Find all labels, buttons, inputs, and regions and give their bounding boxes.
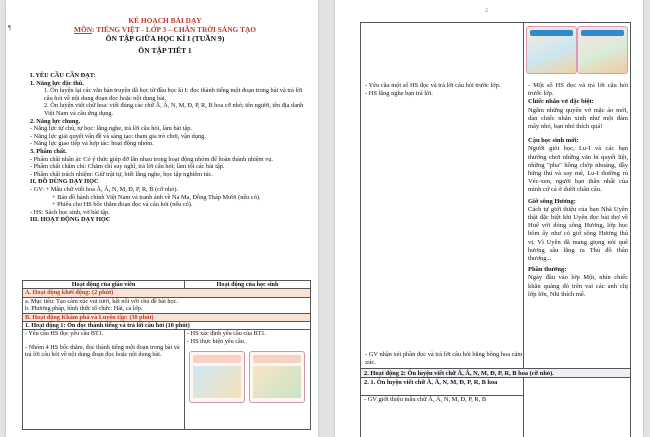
story-summary: Ngày đầu vào lớp Một, nhìn chiếc khăn quàng đỏ trên vai các anh chị lớp lớn, Nhi thích mê. (528, 274, 628, 298)
story-card-image (577, 26, 628, 74)
teacher-feedback: - GV nhận xét phần đọc và trả lời câu hỏi bằng bông hoa cảm xúc. (365, 351, 523, 366)
paragraph: b. Phương pháp, hình thức tổ chức: Hát, cả lớp. (25, 305, 143, 313)
review-heading: ÔN TẬP GIỮA HỌC KÌ I (TUẦN 9) (105, 34, 225, 43)
paragraph: - Năng lực giao tiếp và hợp tác: hoạt động nhóm. (30, 140, 154, 148)
paragraph: 1. Ôn luyện lại các văn bản truyện đã học từ đầu học kì I: đọc thành tiếng một đoạn trong bài và trả lời câu hỏi về nội dung đoạn đọc hoặc nội dung bài. (44, 87, 303, 102)
lesson-heading: ÔN TẬP TIẾT 1 (138, 45, 192, 55)
subsection-1-3: 3. Phẩm chất. (30, 147, 67, 155)
section-1-heading: I. YÊU CẦU CẦN ĐẠT: (30, 72, 96, 79)
activity-2-heading: 2. Hoạt động 2: Ôn luyện viết chữ Ă, Â, N, M, Đ, P, R, B hoa (cỡ nhỏ). (361, 369, 630, 378)
story-summary: Cách tự giới thiệu của bạn Nhã Uyên thật đặc biệt khi Uyên đọc bài thơ về Huế với dòng sông Hương, lớp học hôm ấy như có giờ sông Hương thú vị. Vì Uyên đã mang giọng nói quê hương sâu lắng ra Thủ đô thân thương... (528, 205, 628, 263)
paragraph: + Bản đồ hành chính Việt Nam và tranh ảnh về Na Ma, Đồng Tháp Mười (nếu có). (52, 193, 261, 201)
page-number: 2 (485, 8, 488, 14)
page1-header (24, 16, 306, 55)
teacher-step: - Yêu cầu HS đọc yêu cầu BT1. (25, 330, 104, 338)
subsection-1-2: 2. Năng lực chung. (30, 117, 81, 125)
row-divider (360, 395, 523, 396)
reading-card-image (249, 351, 305, 403)
story-title: Cậu học sinh mới: (528, 137, 579, 145)
paragraph: - Năng lực tự chủ, tự học: lắng nghe, trả lời câu hỏi, làm bài tập. (30, 125, 193, 133)
paragraph: - HS: Sách học sinh, vở bài tập. (30, 208, 110, 216)
table-border-right (630, 22, 631, 437)
page1-body (30, 72, 308, 224)
table-row (23, 313, 311, 321)
column-header-teacher: Hoạt động của giáo viên (23, 281, 185, 289)
table-row (23, 297, 311, 313)
paragraph: - Phẩm chất trách nhiệm: Giữ trật tự, biết lắng nghe, học tập nghiêm túc. (30, 170, 213, 178)
story-title: Chiếc nhãn vở đặc biệt: (528, 98, 594, 106)
paragraph: - GV: + Mẫu chữ viết hoa Ă, Â, N, M, Đ, P, R, B (cỡ nhỏ). (30, 185, 178, 193)
paragraph: a. Mục tiêu: Tạo cảm xúc vui tươi, kết nối với chủ đề bài học. (25, 297, 178, 305)
document-page-1 (6, 0, 318, 437)
activity-a-heading: A. Hoạt động khởi động: (2 phút) (25, 289, 114, 297)
student-step: - Một số HS đọc và trả lời câu hỏi trước lớp. (528, 82, 628, 98)
paragraph: + Phiếu cho HS bốc thăm đoạn đọc và câu hỏi (nếu có). (52, 201, 193, 209)
student-step: - HS xác định yêu cầu của BT1. (187, 330, 267, 338)
teacher-step: - GV giới thiệu mẫu chữ Ă, Â, N, M, Đ, P, R, B (364, 396, 487, 403)
teacher-step: - HS lắng nghe bạn trả lời. (365, 89, 433, 97)
section-2-heading: II. ĐỒ DÙNG DẠY HỌC (30, 178, 99, 186)
page2-teacher-column (365, 82, 515, 97)
teacher-step: - Yêu cầu một số HS đọc và trả lời câu hỏi trước lớp. (365, 82, 501, 89)
paragraph: - Phẩm chất nhân ái: Có ý thức giúp đỡ lẫn nhau trong hoạt động nhóm để hoàn thành nhiệm vụ. (30, 155, 274, 163)
activity-1-heading: 1. Hoạt động 1: Ôn đọc thành tiếng và trả lời câu hỏi (10 phút) (25, 322, 190, 330)
table-row (23, 330, 311, 430)
story-summary: Ngắm những quyển vở mặc áo mới, dán chiếc nhãn xinh như một đám mây nhỏ, bạn nhỏ thích quá! (528, 106, 628, 131)
activity-2-1-heading: 2. 1. Ôn luyện viết chữ Ă, Â, N, M, Đ, P, R, B hoa (364, 379, 498, 386)
story-title: Phần thưởng: (528, 266, 567, 274)
activity-table (22, 280, 311, 430)
page2-student-column (528, 82, 628, 299)
reading-card-image (189, 351, 245, 403)
story-title: Giờ sông Hương: (528, 197, 576, 205)
document-page-2 (335, 0, 643, 437)
table-row (23, 289, 311, 297)
paragraph-mark-icon: ¶ (8, 24, 12, 32)
story-summary: Người giỏi học, Lu-I và các bạn thường chơi những văn bí quyết liệt, những "pha" hồng chớp nhoáng, đầy hứng thú và say mê, Lu-I thường rủ Véc-xen, người bạn thân nhất của mình cứ cả ở dưới chân cầu. (528, 145, 628, 194)
student-step: - HS thực hiện yêu cầu. (187, 337, 246, 345)
story-card-image (526, 26, 577, 74)
paragraph: - Phẩm chất chăm chỉ: Chăm chỉ suy nghĩ, trả lời câu hỏi; làm tốt các bài tập. (30, 163, 225, 171)
lesson-plan-title: KẾ HOẠCH BÀI DẠY (128, 16, 202, 25)
subsection-1-1: 1. Năng lực đặc thù. (30, 79, 84, 87)
subject-line: MÔN: TIẾNG VIỆT - LỚP 3 – CHÂN TRỜI SÁNG TẠO (73, 25, 257, 34)
teacher-step: - Nhóm 4 HS bốc thăm, đọc thành tiếng một đoạn trong bài và trả lời câu hỏi về nội dung đoạn đọc hoặc nội dung bài. (25, 343, 180, 359)
activity-b-heading: B. Hoạt động Khám phá và Luyện tập: (30 phút) (25, 313, 154, 321)
reading-cards-illustration (187, 349, 308, 409)
paragraph: 2. Ôn luyện viết chữ hoa: viết đúng các chữ Ă, Â, N, M, Đ, P, R, B hoa cỡ nhỏ; tên người, tên địa danh Việt Nam và câu ứng dụng. (44, 102, 304, 117)
section-3-heading: III. HOẠT ĐỘNG DẠY HỌC (30, 216, 111, 224)
table-row (23, 322, 311, 330)
paragraph: - Năng lực giải quyết vấn đề và sáng tạo: tham gia trò chơi, vận dụng. (30, 132, 206, 140)
table-border-top (360, 22, 631, 23)
column-header-student: Hoạt động của học sinh (185, 281, 311, 289)
